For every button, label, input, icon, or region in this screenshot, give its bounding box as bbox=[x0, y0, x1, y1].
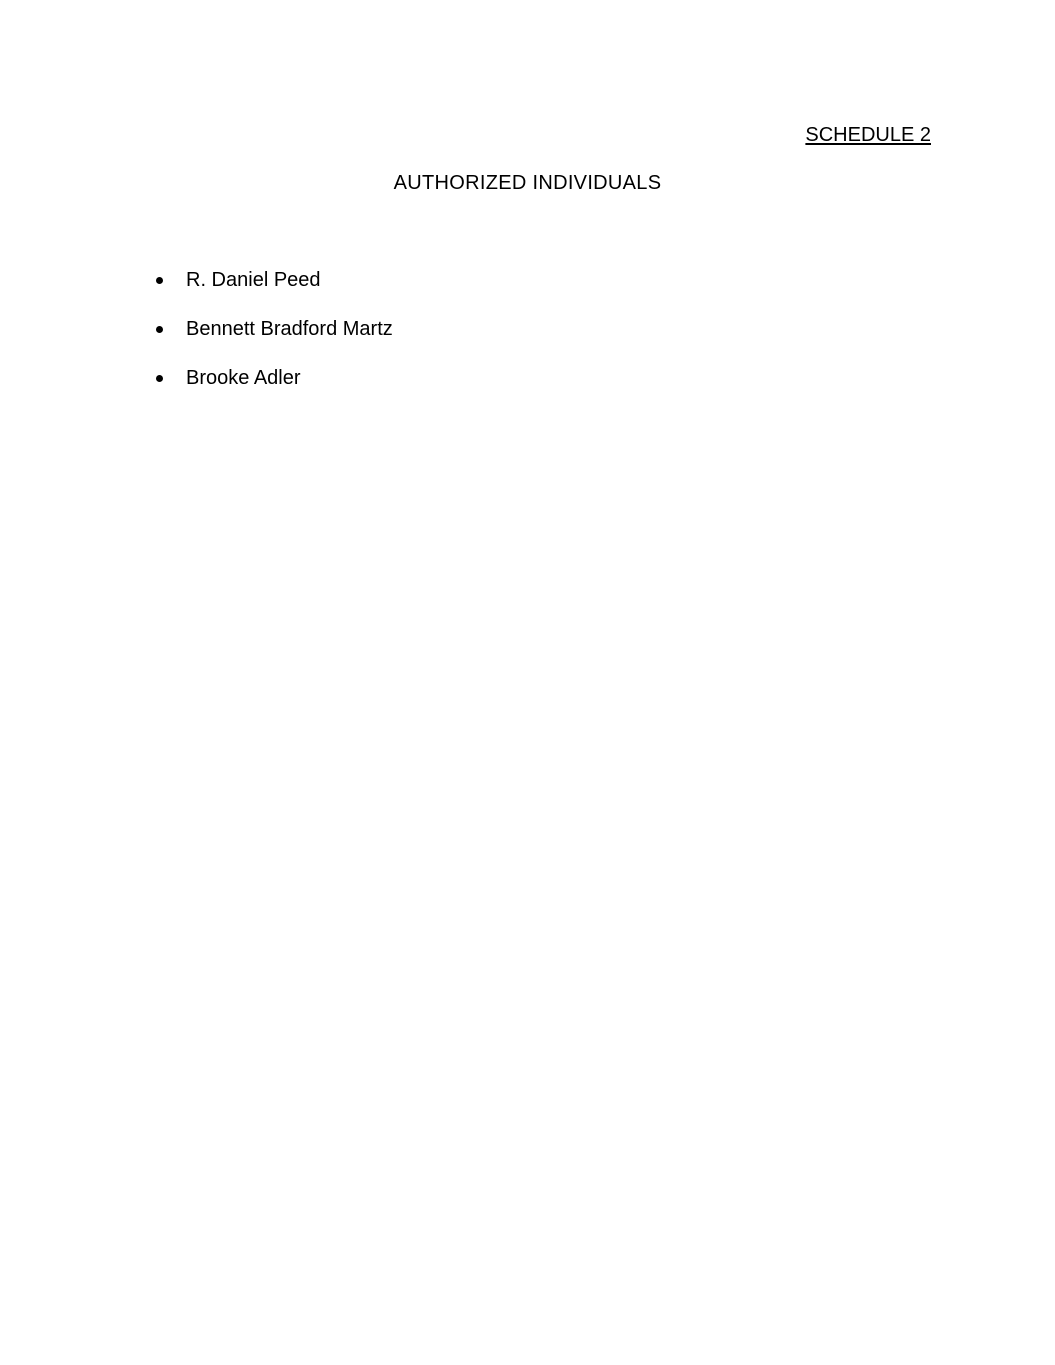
list-item bbox=[151, 266, 321, 315]
individual-name: R. Daniel Peed bbox=[186, 269, 321, 291]
bullet-icon bbox=[156, 375, 163, 382]
list-item bbox=[151, 364, 301, 413]
page-title: AUTHORIZED INDIVIDUALS bbox=[393, 172, 662, 194]
individual-name: Bennett Bradford Martz bbox=[186, 318, 393, 340]
bullet-icon bbox=[156, 326, 163, 333]
list-item bbox=[151, 315, 393, 364]
schedule-label: SCHEDULE 2 bbox=[805, 124, 931, 146]
individual-name: Brooke Adler bbox=[186, 367, 301, 389]
bullet-icon bbox=[156, 277, 163, 284]
authorized-individuals-list bbox=[151, 266, 393, 413]
